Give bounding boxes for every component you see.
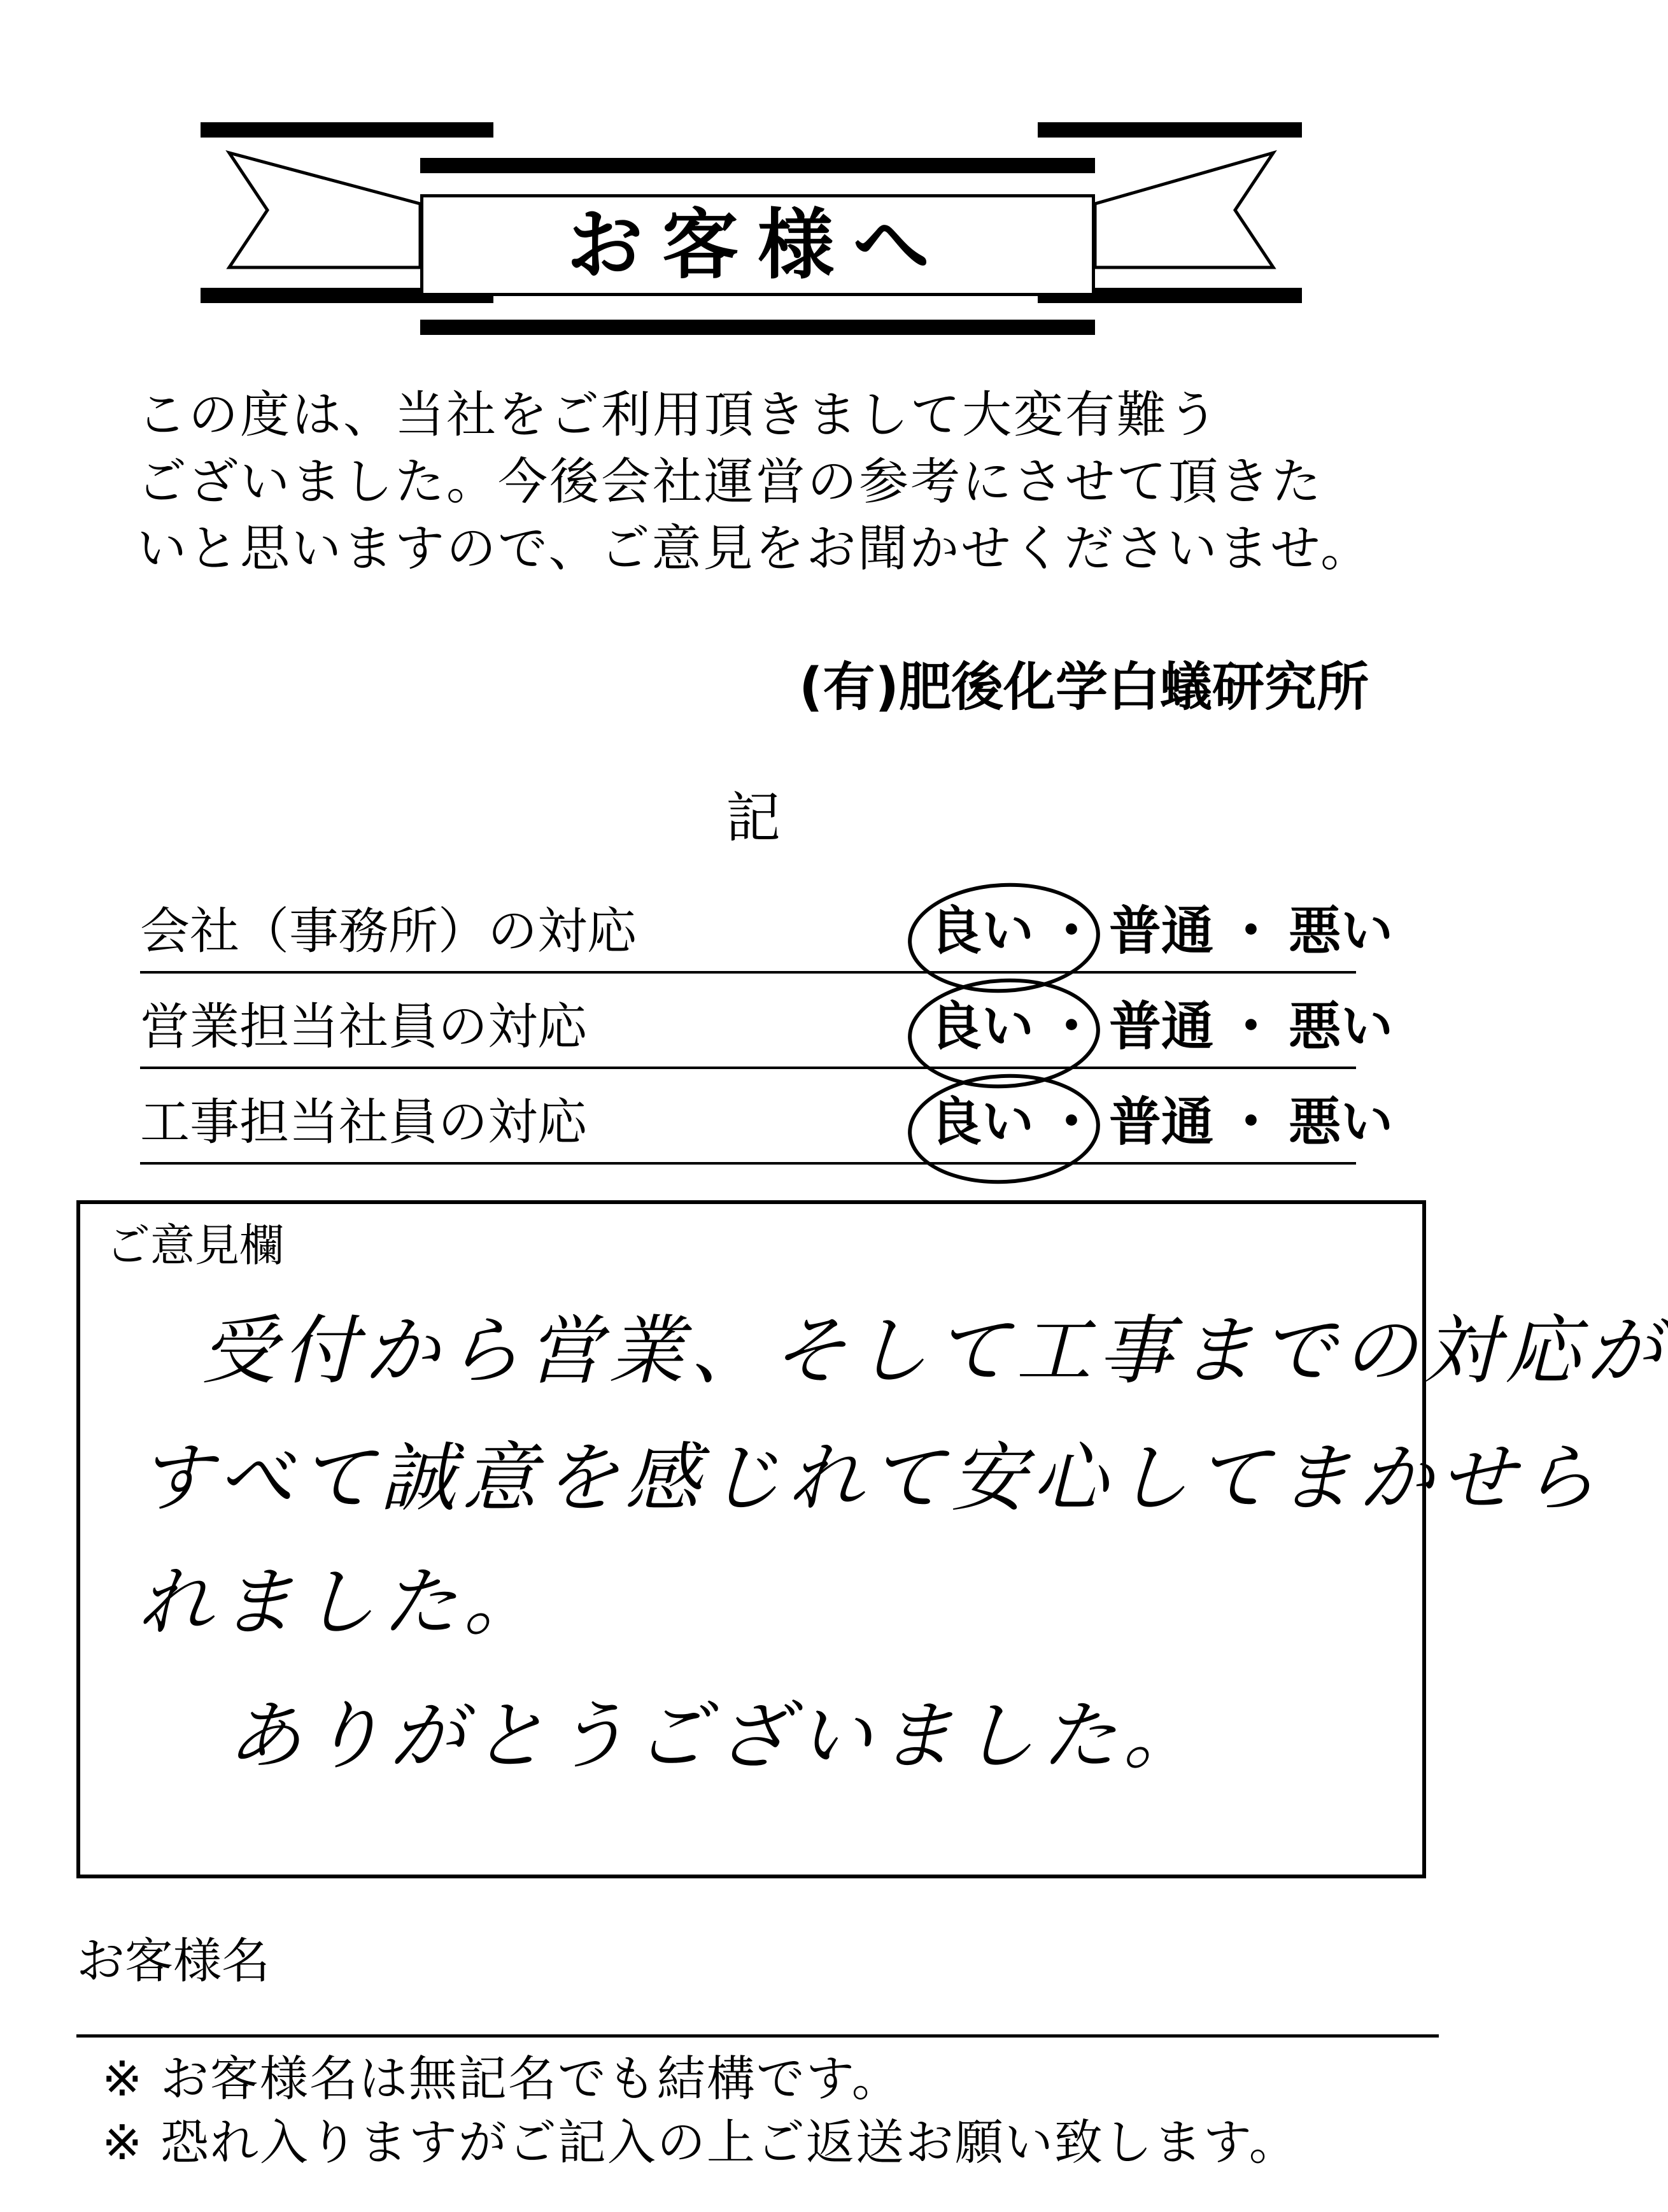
handwritten-line: ありがとうございました。 <box>227 1692 1205 1780</box>
option-separator: ・ <box>1225 1092 1278 1152</box>
title-box <box>420 194 1095 296</box>
handwritten-comment <box>80 1204 1668 1882</box>
evaluation-label: 会社（事務所）の対応 <box>140 903 637 960</box>
intro-line: ございました。今後会社運営の参考にさせて頂きた <box>137 453 1324 511</box>
customer-name-field[interactable] <box>76 2034 1439 2038</box>
customer-name-label: お客様名 <box>76 1932 270 1989</box>
opinion-label: ご意見欄 <box>106 1219 284 1272</box>
notes <box>102 2047 1439 2174</box>
option-separator: ・ <box>1045 901 1098 961</box>
option-average[interactable]: 普通 <box>1109 996 1214 1057</box>
option-good[interactable]: 良い <box>929 900 1034 963</box>
option-bad[interactable]: 悪い <box>1289 996 1394 1057</box>
option-good[interactable]: 良い <box>929 1091 1034 1154</box>
intro-line: いと思いますので、ご意見をお聞かせくださいませ。 <box>137 520 1373 578</box>
evaluation-row-sales <box>140 971 1394 1069</box>
company-name: (有)肥後化学白蟻研究所 <box>799 657 1369 718</box>
evaluation-label: 工事担当社員の対応 <box>140 1094 588 1151</box>
evaluation-row-construction <box>140 1067 1394 1165</box>
handwritten-line: れました。 <box>138 1558 546 1646</box>
option-bad[interactable]: 悪い <box>1289 1092 1394 1152</box>
option-bad[interactable]: 悪い <box>1289 901 1394 961</box>
note-line: ※ お客様名は無記名でも結構です。 <box>102 2050 901 2107</box>
evaluation-label: 営業担当社員の対応 <box>140 998 588 1056</box>
evaluation-options <box>929 995 1393 1059</box>
page-title: お客様へ <box>567 200 949 290</box>
option-average[interactable]: 普通 <box>1109 1092 1214 1152</box>
evaluation-options <box>929 1091 1393 1154</box>
option-separator: ・ <box>1225 901 1278 961</box>
intro-line: この度は、当社をご利用頂きまして大変有難う <box>137 386 1220 444</box>
option-good[interactable]: 良い <box>929 995 1034 1059</box>
handwritten-line: すべて誠意を感じれて安心してまかせら <box>138 1434 1603 1522</box>
intro-paragraph <box>137 382 1385 583</box>
note-line: ※ 恐れ入りますがご記入の上ご返送お願い致します。 <box>102 2114 1299 2171</box>
opinion-box[interactable] <box>76 1200 1668 1878</box>
option-separator: ・ <box>1225 996 1278 1057</box>
option-average[interactable]: 普通 <box>1109 901 1214 961</box>
evaluation-row-office <box>140 876 1394 974</box>
evaluation-options <box>929 900 1393 963</box>
option-separator: ・ <box>1045 996 1098 1057</box>
handwritten-line: 受付から営業、そして工事までの対応が <box>201 1307 1668 1394</box>
ki-heading: 記 <box>726 786 781 850</box>
option-separator: ・ <box>1045 1092 1098 1152</box>
